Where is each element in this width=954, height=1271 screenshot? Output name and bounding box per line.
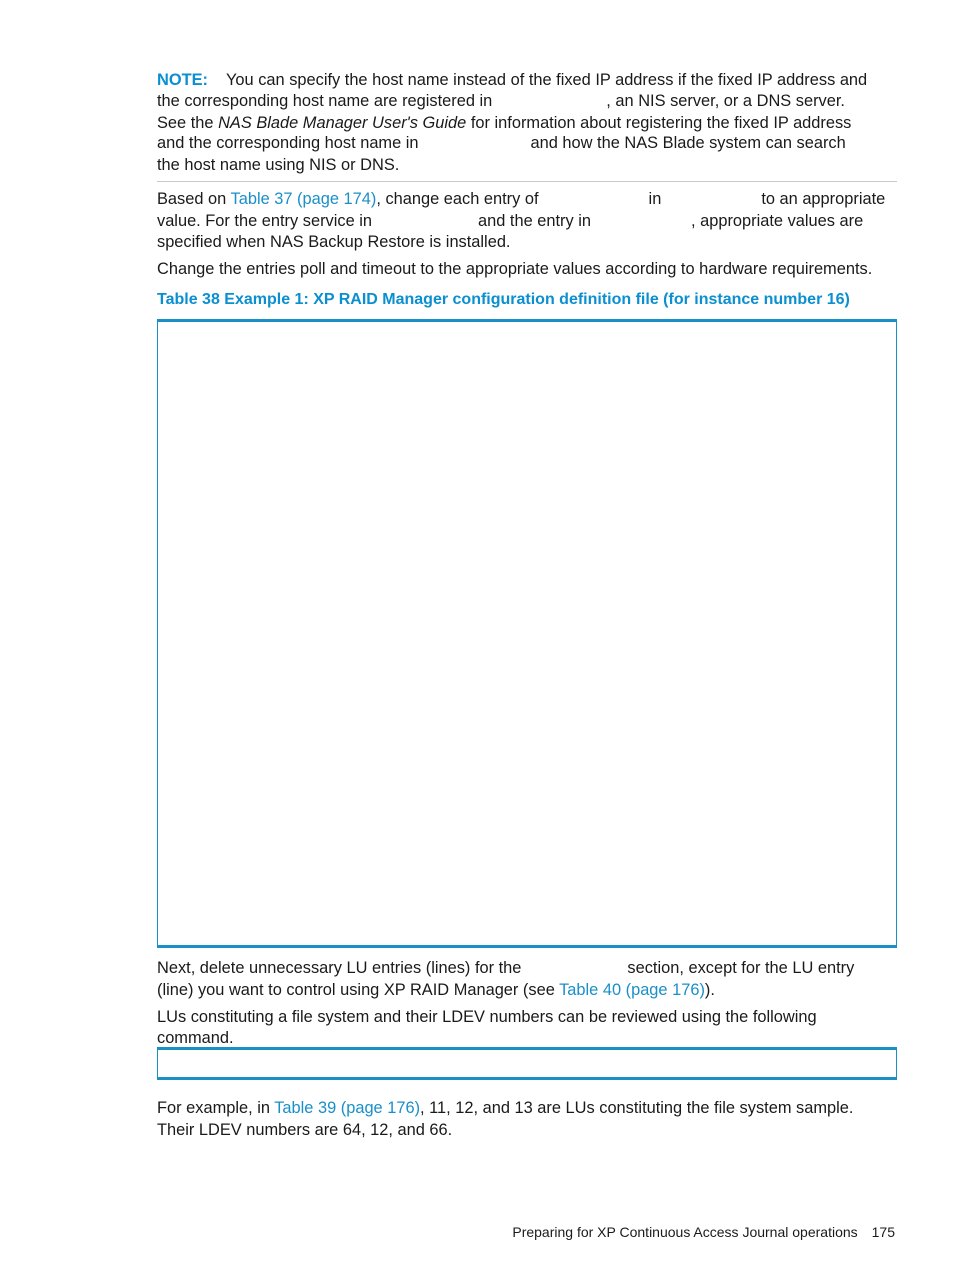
note-line-1: You can specify the host name instead of the fixed IP address if the fixed IP address and xyxy=(226,71,868,89)
para5-line-2: Their LDEV numbers are 64, 12, and 66. xyxy=(157,1121,453,1139)
para3-line-2 xyxy=(157,980,897,1001)
para5-line-1 xyxy=(157,1098,897,1119)
footer-title: Preparing for XP Continuous Access Journal operations xyxy=(512,1224,858,1240)
para5-text-b: , 11, 12, and 13 are LUs constituting the file system sample. xyxy=(420,1099,854,1117)
para5-text-a: For example, in xyxy=(157,1099,270,1117)
command-box xyxy=(157,1047,897,1080)
note-line-2b: , an NIS server, or a DNS server. xyxy=(606,92,845,110)
para1-text-e: value. For the entry service in xyxy=(157,212,372,230)
para3-text-c: (line) you want to control using XP RAID Manager (see xyxy=(157,981,555,999)
para1-text-c: in xyxy=(648,190,662,208)
para1-text-d: to an appropriate xyxy=(761,190,886,208)
link-table-37[interactable]: Table 37 (page 174) xyxy=(230,190,377,208)
config-file-example-box xyxy=(157,319,897,948)
para1-text-f: and the entry in xyxy=(478,212,591,230)
para1-line-3: specified when NAS Backup Restore is installed. xyxy=(157,233,511,251)
link-table-40[interactable]: Table 40 (page 176) xyxy=(559,981,705,999)
page-footer xyxy=(512,1222,895,1242)
para3-text-b: section, except for the LU entry xyxy=(627,959,855,977)
note-line-5: the host name using NIS or DNS. xyxy=(157,156,400,174)
para1-text-g: , appropriate values are xyxy=(691,212,864,230)
note-line-3b: for information about registering the fixed IP address xyxy=(470,114,852,132)
para1-text-a: Based on xyxy=(157,190,227,208)
table-38-title: Table 38 Example 1: XP RAID Manager configuration definition file (for instance number 16) xyxy=(157,291,850,308)
para1-line-1 xyxy=(157,189,897,210)
note-line-4a: and the corresponding host name in xyxy=(157,134,419,152)
guide-title: NAS Blade Manager User's Guide xyxy=(218,114,467,132)
para3-line-1 xyxy=(157,958,897,979)
note-line-4b: and how the NAS Blade system can search xyxy=(530,134,846,152)
note-divider xyxy=(157,181,897,182)
para1-line-2 xyxy=(157,211,897,232)
link-table-39[interactable]: Table 39 (page 176) xyxy=(274,1099,421,1117)
note-line-2a: the corresponding host name are registered in xyxy=(157,92,493,110)
page-number: 175 xyxy=(871,1224,895,1240)
note-line-3a: See the xyxy=(157,114,214,132)
para2: Change the entries poll and timeout to the appropriate values according to hardware requirements. xyxy=(157,260,873,278)
para3-text-d: ). xyxy=(704,981,715,999)
para4: LUs constituting a file system and their LDEV numbers can be reviewed using the following command. xyxy=(157,1008,817,1048)
para1-text-b: , change each entry of xyxy=(376,190,539,208)
note-label: NOTE: xyxy=(157,71,208,89)
para3-text-a: Next, delete unnecessary LU entries (lines) for the xyxy=(157,959,522,977)
